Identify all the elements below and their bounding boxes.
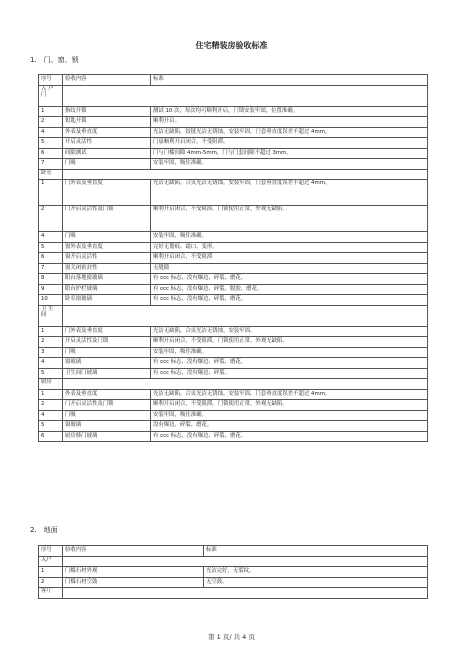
table-row [39, 148, 428, 159]
item-number: 5 [39, 242, 63, 253]
item-content: 门槛石材空鼓 [63, 577, 204, 588]
table-row [39, 400, 428, 411]
table-row [39, 410, 428, 421]
item-number: 2 [39, 206, 63, 232]
group-filler [63, 379, 428, 390]
item-number: 1 [39, 180, 63, 206]
item-content: 门吸 [63, 159, 151, 170]
acceptance-table-floor [38, 545, 428, 599]
column-header: 序号 [39, 75, 63, 86]
item-standard: 有 ccc 标志，没有爆边、碎裂、磨花。 [151, 358, 428, 369]
item-number: 1 [39, 567, 63, 578]
item-number: 4 [39, 127, 63, 138]
item-number: 5 [39, 368, 63, 379]
item-standard: 有 ccc 标志，没有爆边、碎裂、磨花。 [151, 295, 428, 306]
item-number: 6 [39, 431, 63, 442]
group-filler [63, 556, 428, 567]
table-row [39, 295, 428, 306]
item-number: 2 [39, 577, 63, 588]
item-number: 9 [39, 284, 63, 295]
item-standard: 顺利开启闭合，不受阻滞。门锁使用正常，外观无缺陷。 [151, 206, 428, 232]
item-standard: 顺利开启闭合，不受阻滞。门锁使用正常，外观无缺陷。 [151, 400, 428, 411]
table-row [39, 180, 428, 206]
item-standard: 光洁无缺陷，合页光洁无锈蚀，安装牢固，门套垂直度误差不超过 4mm。 [151, 389, 428, 400]
group-label: 客厅 [39, 588, 63, 599]
table-row [39, 253, 428, 264]
table-row [39, 206, 428, 232]
table-row [39, 567, 428, 578]
item-standard: 光洁无缺陷，合页光洁无锈蚀，安装牢固，门套垂直度误差不超过 4mm。 [151, 180, 428, 206]
item-number: 10 [39, 295, 63, 306]
item-number: 4 [39, 410, 63, 421]
item-content: 门吸 [63, 232, 151, 243]
item-standard: 无空鼓。 [204, 577, 428, 588]
item-number: 7 [39, 263, 63, 274]
table-row [39, 358, 428, 369]
group-filler [63, 305, 428, 326]
item-content: 阳台落地窗玻璃 [63, 274, 151, 285]
section-heading-1: 1. 门、窗、锁 [30, 56, 79, 64]
group-row [39, 305, 428, 326]
item-standard: 光洁完好，无裂纹。 [204, 567, 428, 578]
item-number: 2 [39, 117, 63, 128]
page-footer: 第 1 页/ 共 4 页 [208, 633, 255, 641]
item-content: 厨房移门玻璃 [63, 431, 151, 442]
item-content: 开启灵活性及门锁 [63, 337, 151, 348]
table-row [39, 274, 428, 285]
item-number: 1 [39, 326, 63, 337]
item-number: 6 [39, 148, 63, 159]
page-title: 住宅精装房验收标准 [195, 41, 268, 50]
item-content: 阳台护栏玻璃 [63, 284, 151, 295]
item-content: 窗玻璃 [63, 421, 151, 432]
table-row [39, 284, 428, 295]
column-header: 验收内容 [63, 75, 151, 86]
item-standard: 无缝隙 [151, 263, 428, 274]
group-label: 入 户 门 [39, 85, 63, 106]
column-header: 标准 [151, 75, 428, 86]
table-row [39, 232, 428, 243]
item-standard: 光洁无缺陷，铰链光洁无锈蚀，安装牢固，门套垂直度误差不超过 4mm。 [151, 127, 428, 138]
item-number: 5 [39, 421, 63, 432]
item-number: 6 [39, 253, 63, 264]
item-number: 7 [39, 159, 63, 170]
item-content: 门开启灵活性及门锁 [63, 400, 151, 411]
group-label: 卫 生 间 [39, 305, 63, 326]
item-number: 4 [39, 358, 63, 369]
group-row [39, 556, 428, 567]
item-content: 门吸 [63, 410, 151, 421]
table-row [39, 347, 428, 358]
item-standard: 安装牢固，吸住准确。 [151, 347, 428, 358]
item-content: 外表及垂直度 [63, 127, 151, 138]
table-row [39, 326, 428, 337]
item-content: 卫生间门玻璃 [63, 368, 151, 379]
item-content: 门吸 [63, 347, 151, 358]
item-number: 5 [39, 138, 63, 149]
table-row [39, 106, 428, 117]
item-standard: 完好无划痕、霜口、变形。 [151, 242, 428, 253]
item-standard: 没有爆边、碎裂、磨花。 [151, 421, 428, 432]
group-filler [63, 588, 428, 599]
table-row [39, 577, 428, 588]
table-row [39, 421, 428, 432]
item-content: 指纹开锁 [63, 106, 151, 117]
item-content: 窗外表及垂直度 [63, 242, 151, 253]
item-number: 1 [39, 106, 63, 117]
table-row [39, 337, 428, 348]
group-row [39, 379, 428, 390]
group-label: 厨房 [39, 379, 63, 390]
item-standard: 有 ccc 标志，没有爆边、碎裂。 [151, 368, 428, 379]
item-number: 1 [39, 389, 63, 400]
item-content: 间隙测试 [63, 148, 151, 159]
item-content: 开启灵活性 [63, 138, 151, 149]
item-standard: 有 ccc 标志，没有爆边、碎裂、磨花。 [151, 274, 428, 285]
table-row [39, 263, 428, 274]
item-standard: 光洁无缺陷，合页光洁无锈蚀，安装牢固。 [151, 326, 428, 337]
item-content: 钥匙开锁 [63, 117, 151, 128]
group-filler [63, 85, 428, 106]
item-number: 3 [39, 347, 63, 358]
group-row [39, 169, 428, 180]
item-standard: 安装牢固，吸住准确。 [151, 159, 428, 170]
acceptance-table-doors-windows-locks [38, 74, 428, 442]
item-content: 门槛石材外观 [63, 567, 204, 578]
item-standard: 门与门槛间隙 4mm-5mm，门与门套间隙不超过 3mm。 [151, 148, 428, 159]
table-row [39, 242, 428, 253]
item-standard: 有 ccc 标志，没有爆边、碎裂、磨花。 [151, 431, 428, 442]
item-content: 窗玻璃 [63, 358, 151, 369]
header-row [39, 546, 428, 557]
column-header: 验收内容 [63, 546, 204, 557]
item-number: 4 [39, 232, 63, 243]
group-row [39, 85, 428, 106]
group-filler [63, 169, 428, 180]
item-content: 窗开启灵活性 [63, 253, 151, 264]
item-standard: 门扇顺利开启闭合，不受阻滞。 [151, 138, 428, 149]
group-label: 卧室 [39, 169, 63, 180]
header-row [39, 75, 428, 86]
column-header: 序号 [39, 546, 63, 557]
item-standard: 顺利开启。 [151, 117, 428, 128]
table-row [39, 127, 428, 138]
item-standard: 测试 10 次，每次均可顺利开启，门锁安装牢固，位置准确。 [151, 106, 428, 117]
section-heading-2: 2. 地面 [30, 526, 58, 534]
item-content: 窗关闭密封性 [63, 263, 151, 274]
item-content: 门外表及垂直度 [63, 180, 151, 206]
table-row [39, 431, 428, 442]
item-number: 8 [39, 274, 63, 285]
table-row [39, 159, 428, 170]
group-label: 入户 [39, 556, 63, 567]
item-standard: 顺利开启闭合，不受阻滞 [151, 253, 428, 264]
item-content: 外表及垂直度 [63, 389, 151, 400]
item-standard: 安装牢固，吸住准确。 [151, 232, 428, 243]
item-standard: 顺利开启闭合，不受阻滞。门锁使用正常，外观无缺陷。 [151, 337, 428, 348]
column-header: 标准 [204, 546, 428, 557]
table-row [39, 138, 428, 149]
table-row [39, 117, 428, 128]
group-row [39, 588, 428, 599]
item-content: 门外表及垂直度 [63, 326, 151, 337]
table-row [39, 389, 428, 400]
item-number: 2 [39, 400, 63, 411]
item-content: 门开启灵活性及门锁 [63, 206, 151, 232]
table-row [39, 368, 428, 379]
item-number: 2 [39, 337, 63, 348]
item-content: 卧室窗玻璃 [63, 295, 151, 306]
item-standard: 有 ccc 标志，没有爆边、碎裂、脱胶、磨花。 [151, 284, 428, 295]
item-standard: 安装牢固，吸住准确。 [151, 410, 428, 421]
